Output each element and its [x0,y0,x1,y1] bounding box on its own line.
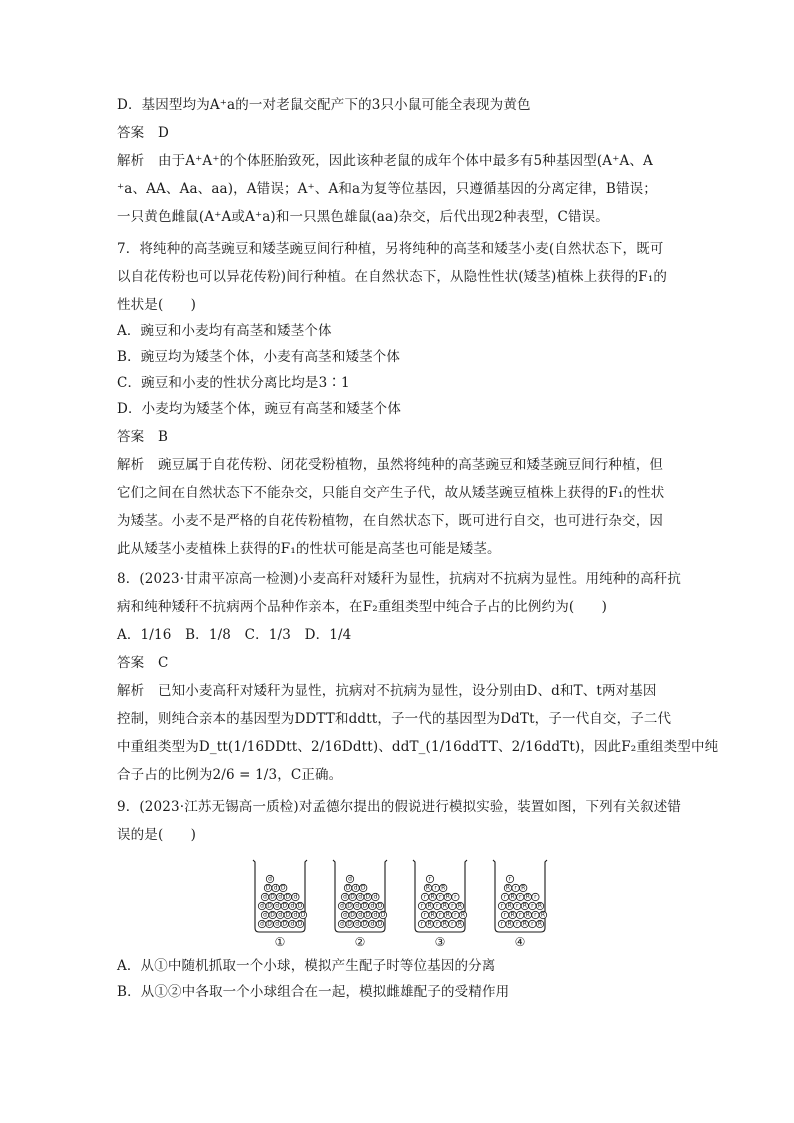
ball-letter: r [531,902,534,910]
ball-letter: R [505,884,511,892]
ball-letter: d [343,893,347,901]
question-7-l2: 以自花传粉也可以异花传粉)间行种植。在自然状态下，从隐性性状(矮茎)植株上获得的F₁的 [117,269,668,285]
option-b-q7: B．豌豆均为矮茎个体，小麦有高茎和矮茎个体 [117,349,401,365]
ball-letter: d [340,902,344,910]
ball-letter: d [275,920,280,928]
ball-letter: D [362,902,368,910]
ball-letter: R [525,893,530,901]
ball-letter: D [347,920,352,928]
ball-letter: d [373,911,378,919]
ball-letter: r [500,902,504,910]
ball-letter: D [265,884,271,892]
ball-letter: R [445,911,450,919]
ball-letter: d [290,902,295,910]
option-a-q9: A．从①中随机抓取一个小球，模拟产生配子时等位基因的分离 [117,958,496,974]
ball-letter: D [365,911,371,919]
ball-letter: d [273,884,278,892]
ball-letter: d [293,893,298,901]
ball-letter: r [420,902,424,910]
ball-letter: D [282,920,288,928]
answer-q7: 答案 B [117,429,169,445]
ball-letter: d [343,911,347,919]
ball-letter: R [430,893,435,901]
ball-letter: r [514,884,517,892]
ball-letter: d [268,875,272,883]
ball-letter: r [508,875,512,883]
analysis-q7-l2: 它们之间在自然状态下不能杂交，只能自交产生子代，故从矮茎豌豆植株上获得的F₁的性状 [117,485,665,501]
ball-letter: d [348,875,352,883]
ball-letter: r [454,911,457,919]
question-9-l1: 9．(2023·江苏无锡高一质检)对孟德尔提出的假说进行模拟实验，装置如图，下列有关叙述错 [117,799,682,815]
ball-letter: R [427,902,432,910]
ball-letter: d [275,902,280,910]
ball-letter: r [435,920,439,928]
ball-letter: R [510,911,515,919]
ball-letter: D [362,920,368,928]
ball-letter: r [515,920,519,928]
answer-q8: 答案 C [117,655,169,671]
ball-letter: r [434,884,437,892]
ball-letter: R [442,902,447,910]
analysis-q7-l1: 解析 豌豆属于自花传粉、闭花受粉植物，虽然将纯种的高茎豌豆和矮茎豌豆间行种植，但 [117,457,663,473]
ball-letter: r [423,893,427,901]
ball-letter: r [435,902,439,910]
ball-letter: D [350,893,355,901]
ball-letter: D [282,902,288,910]
ball-letter: D [270,893,275,901]
option-b-q9: B．从①②中各取一个小球组合在一起，模拟雌雄配子的受精作用 [117,984,510,1000]
analysis-q8-l1: 解析 已知小麦高秆对矮秆为显性，抗病对不抗病为显性，设分别由D、d和T、t两对基因 [117,683,657,699]
ball-letter: d [358,893,363,901]
ball-letter: r [451,920,454,928]
ball-letter: d [370,902,375,910]
ball-letter: d [278,893,283,901]
ball-letter: R [425,884,431,892]
ball-letter: D [267,902,272,910]
analysis-q7-l4: 此从矮茎小麦植株上获得的F₁的性状可能是高茎也可能是矮茎。 [117,541,501,557]
analysis-q6-l1: 解析 由于A⁺A⁺的个体胚胎致死，因此该种老鼠的成年个体中最多有5种基因型(A⁺A、A [117,153,653,169]
ball-letter: D [347,902,352,910]
analysis-q6-l2: ⁺a、AA、Aa、aa)，A错误；A⁺、A和a为复等位基因，只遵循基因的分离定律，B错误； [117,181,657,197]
ball-letter: r [515,902,519,910]
ball-letter: d [290,920,295,928]
ball-letter: R [441,884,446,892]
ball-letter: R [457,902,463,910]
ball-letter: r [503,893,507,901]
question-7-l3: 性状是( ) [117,297,197,313]
option-a-q7: A．豌豆和小麦均有高茎和矮茎个体 [117,323,332,339]
ball-letter: d [373,893,378,901]
ball-letter: d [370,920,375,928]
option-d-q6: D．基因型均为A⁺a的一对老鼠交配产下的3只小鼠可能全表现为黄色 [117,97,531,113]
ball-letter: R [537,902,543,910]
ball-letter: D [280,884,286,892]
ball-letter: d [340,920,344,928]
beaker-label: ④ [514,935,526,949]
ball-letter: d [263,911,267,919]
ball-letter: R [522,902,527,910]
ball-letter: R [430,911,435,919]
ball-letter: R [525,911,530,919]
ball-letter: R [537,920,543,928]
beaker-1 [253,860,307,949]
beaker-2 [333,860,387,949]
ball-letter: d [353,884,358,892]
ball-letter: R [510,893,515,901]
ball-letter: R [521,884,526,892]
ball-letter: R [522,920,527,928]
beaker-3 [413,860,467,949]
ball-letter: r [500,920,504,928]
ball-letter: R [427,920,432,928]
question-8-l1: 8．(2023·甘肃平凉高一检测)小麦高秆对矮秆为显性，抗病对不抗病为显性。用纯种的高秆抗 [117,571,682,587]
ball-letter: D [380,911,386,919]
ball-letter: d [358,911,363,919]
ball-letter: r [451,902,454,910]
ball-letter: R [460,911,466,919]
ball-letter: R [442,920,447,928]
ball-letter: D [285,911,291,919]
ball-letter: r [503,911,507,919]
ball-letter: d [278,911,283,919]
ball-letter: r [518,893,522,901]
ball-letter: d [263,893,267,901]
ball-letter: D [365,893,371,901]
analysis-q7-l3: 为矮茎。小麦不是严格的自花传粉植物，在自然状态下，既可进行自交，也可进行杂交，因 [117,513,663,529]
ball-letter: D [350,911,355,919]
ball-letter: d [355,902,360,910]
answer-q6: 答案 D [117,125,169,141]
analysis-q6-l3: 一只黄色雌鼠(A⁺A或A⁺a)和一只黑色雄鼠(aa)杂交，后代出现2种表型，C错误。 [117,209,609,225]
question-7-l1: 7．将纯种的高茎豌豆和矮茎豌豆间行种植，另将纯种的高茎和矮茎小麦(自然状态下，既可 [117,241,664,257]
ball-letter: R [507,902,512,910]
ball-letter: R [457,920,463,928]
ball-letter: R [445,893,450,901]
ball-letter: r [438,911,442,919]
analysis-q8-l3: 中重组类型为D_tt(1/16DDtt、2/16Ddtt)、ddT_(1/16ddTT、2/16ddTt)，因此F₂重组类型中纯 [117,739,719,755]
option-c-q7: C．豌豆和小麦的性状分离比均是3∶1 [117,375,350,391]
ball-letter: d [293,911,298,919]
option-d-q7: D．小麦均为矮茎个体，豌豆有高茎和矮茎个体 [117,401,401,417]
beaker-figure [248,858,548,950]
ball-letter: R [540,911,546,919]
ball-letter: D [297,920,303,928]
question-8-l2: 病和纯种矮秆不抗病两个品种作亲本，在F₂重组类型中纯合子占的比例约为( ) [117,599,608,615]
ball-letter: D [285,893,291,901]
ball-letter: d [260,902,264,910]
ball-letter: D [267,920,272,928]
ball-letter: D [377,902,383,910]
ball-letter: D [360,884,366,892]
analysis-q8-l2: 控制，则纯合亲本的基因型为DDTT和ddtt，子一代的基因型为DdTt，子一代自交，子二代 [117,711,672,727]
ball-letter: r [423,911,427,919]
ball-letter: r [531,920,534,928]
ball-letter: r [454,893,457,901]
beaker-label: ③ [434,935,446,949]
ball-letter: D [297,902,303,910]
beaker-label: ② [354,935,366,949]
ball-letter: r [428,875,432,883]
ball-letter: D [270,911,275,919]
beaker-label: ① [274,935,286,949]
ball-letter: r [420,920,424,928]
ball-letter: r [534,911,537,919]
ball-letter: D [345,884,351,892]
ball-letter: r [534,893,537,901]
beaker-diagram [248,858,548,950]
ball-letter: d [355,920,360,928]
ball-letter: r [438,893,442,901]
options-q8: A．1/16 B．1/8 C．1/3 D．1/4 [117,627,352,643]
analysis-q8-l4: 合子占的比例为2/6 = 1/3，C正确。 [117,767,343,783]
ball-letter: D [377,920,383,928]
question-9-l2: 误的是( ) [117,827,197,843]
beaker-4 [493,860,547,949]
ball-letter: r [518,911,522,919]
ball-letter: d [260,920,264,928]
ball-letter: D [300,911,306,919]
ball-letter: R [507,920,512,928]
